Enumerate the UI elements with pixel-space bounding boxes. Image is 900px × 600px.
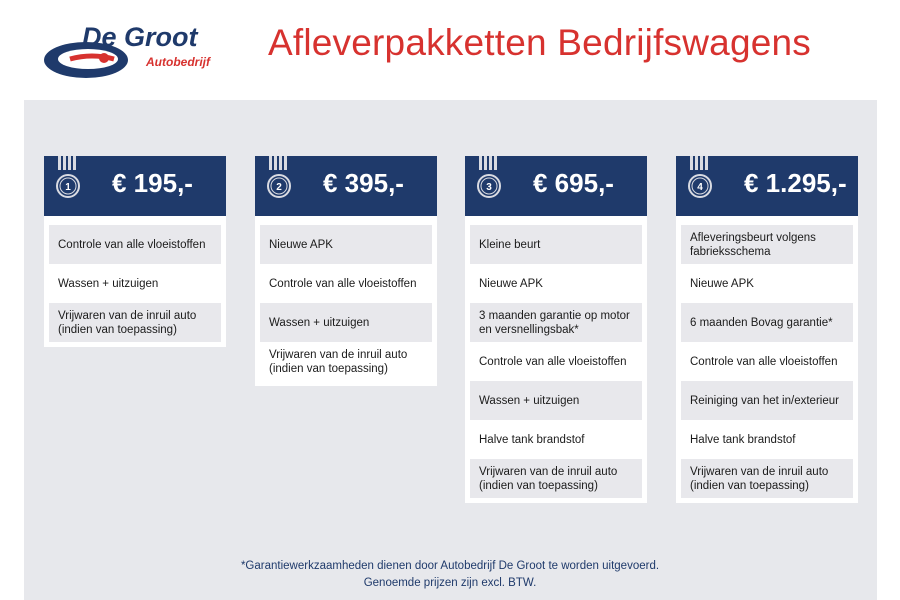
package-number: 4 bbox=[697, 182, 703, 193]
package-price: € 195,- bbox=[112, 168, 193, 198]
package-header bbox=[44, 156, 226, 216]
package-item: 3 maanden garantie op motor en versnellingsbak* bbox=[470, 303, 642, 342]
package-item: Afleveringsbeurt volgens fabrieksschema bbox=[681, 225, 853, 264]
page-title: Afleverpakketten Bedrijfswagens bbox=[268, 22, 811, 63]
package-item: Vrijwaren van de inruil auto (indien van toepassing) bbox=[269, 348, 408, 375]
logo-subtitle: Autobedrijf bbox=[146, 55, 210, 69]
package-item: Controle van alle vloeistoffen bbox=[479, 355, 627, 368]
package-item: Wassen + uitzuigen bbox=[58, 277, 159, 290]
package-item: Reiniging van het in/exterieur bbox=[681, 381, 853, 420]
package-item: Wassen + uitzuigen bbox=[260, 303, 432, 342]
package-header bbox=[465, 156, 647, 216]
package-items bbox=[676, 216, 858, 503]
medal-icon bbox=[54, 156, 82, 204]
footnote-warranty: *Garantiewerkzaamheden dienen door Autobedrijf De Groot te worden uitgevoerd. bbox=[240, 560, 660, 572]
footnote-prices: Genoemde prijzen zijn excl. BTW. bbox=[363, 577, 537, 589]
package-item: Nieuwe APK bbox=[690, 277, 754, 290]
package-price: € 1.295,- bbox=[744, 168, 847, 198]
package-item: Controle van alle vloeistoffen bbox=[49, 225, 221, 264]
package-item: Vrijwaren van de inruil auto (indien van toepassing) bbox=[49, 303, 221, 342]
medal-icon bbox=[686, 156, 714, 204]
package-price: € 695,- bbox=[533, 168, 614, 198]
package-items bbox=[255, 216, 437, 386]
package-item: Nieuwe APK bbox=[479, 277, 543, 290]
package-item: Halve tank brandstof bbox=[479, 433, 585, 446]
de-groot-logo bbox=[38, 18, 228, 88]
medal-icon bbox=[265, 156, 293, 204]
package-card bbox=[676, 156, 858, 503]
package-item: Vrijwaren van de inruil auto (indien van toepassing) bbox=[470, 459, 642, 498]
package-item: Kleine beurt bbox=[470, 225, 642, 264]
package-card bbox=[44, 156, 226, 347]
package-item: 6 maanden Bovag garantie* bbox=[681, 303, 853, 342]
package-number: 1 bbox=[65, 182, 71, 193]
package-card bbox=[465, 156, 647, 503]
package-item: Controle van alle vloeistoffen bbox=[690, 355, 838, 368]
package-number: 2 bbox=[276, 182, 282, 193]
package-item: Vrijwaren van de inruil auto (indien van toepassing) bbox=[681, 459, 853, 498]
package-price: € 395,- bbox=[323, 168, 404, 198]
package-item: Nieuwe APK bbox=[260, 225, 432, 264]
medal-icon bbox=[475, 156, 503, 204]
package-item: Halve tank brandstof bbox=[690, 433, 796, 446]
package-number: 3 bbox=[486, 182, 492, 193]
logo-name: De Groot bbox=[82, 22, 198, 52]
header bbox=[0, 0, 900, 100]
package-item: Controle van alle vloeistoffen bbox=[269, 277, 417, 290]
package-items bbox=[465, 216, 647, 503]
package-items bbox=[44, 216, 226, 347]
package-header bbox=[255, 156, 437, 216]
package-item: Wassen + uitzuigen bbox=[470, 381, 642, 420]
package-card bbox=[255, 156, 437, 386]
package-header bbox=[676, 156, 858, 216]
